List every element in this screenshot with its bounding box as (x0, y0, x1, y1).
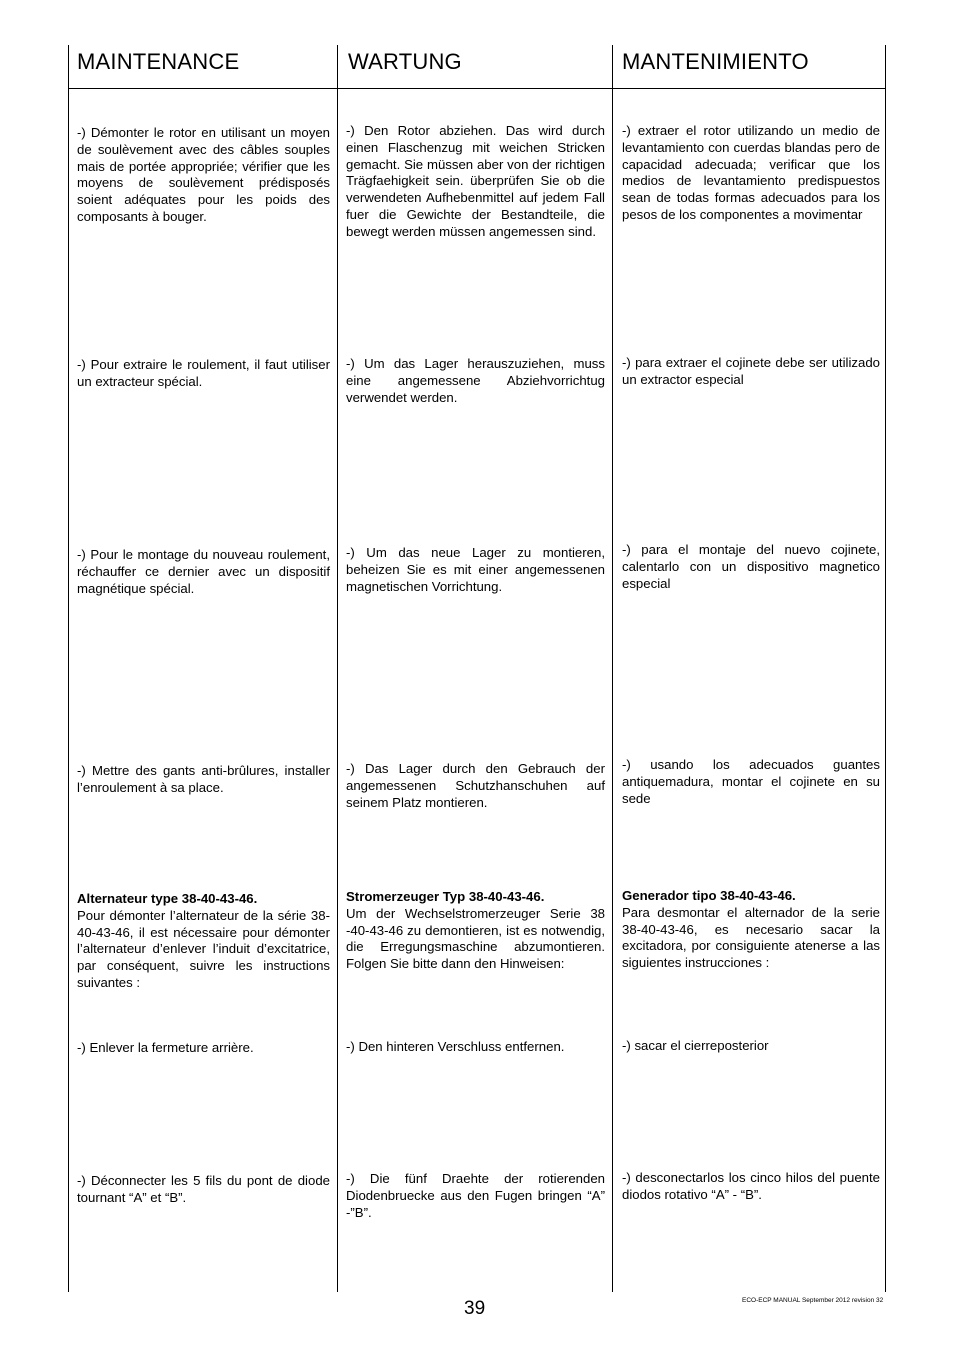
de-step-extract-bearing: -) Um das Lager herauszuziehen, muss eine angemessene Abziehvorrichtug verwendet werden. (346, 356, 605, 405)
de-step-rear-cover: -) Den hinteren Verschluss entfernen. (346, 1039, 565, 1054)
es-step-install: -) usando los adecuados guantes antiquemadura, montar el cojinete en su sede (622, 757, 880, 806)
header-rule (68, 88, 886, 89)
column-divider-right (885, 45, 886, 1292)
column-divider-left (68, 45, 69, 1292)
es-alternator-title: Generador tipo 38-40-43-46. (622, 888, 796, 903)
header-french: MAINTENANCE (77, 49, 240, 74)
es-alternator-text: Para desmontar el alternador de la serie 38-40-43-46, es necesario sacar la excitadora, por consiguiente atenerse a las siguientes instrucciones : (622, 904, 880, 971)
es-step-disconnect: -) desconectarlos los cinco hilos del puente diodos rotativo “A” - “B”. (622, 1170, 880, 1202)
header-german: WARTUNG (348, 49, 462, 74)
de-alternator-title: Stromerzeuger Typ 38-40-43-46. (346, 889, 545, 904)
fr-alternator-text: Pour démonter l’alternateur de la série 38-40-43-46, il est nécessaire pour démonter l’alternateur d’enlever l’induit d’excitatrice, par conséquent, suivre les instructions suivantes : (77, 907, 330, 990)
es-step-rotor: -) extraer el rotor utilizando un medio de levantamiento con cuerdas blandas pero de capacidad adecuada; verificar que los medios de levantamiento predispuestos sean de todas formas adecuados para los pesos de los componentes a movimentar (622, 123, 880, 222)
de-step-install: -) Das Lager durch den Gebrauch der angemessenen Schutzhanschuhen auf seinem Platz montieren. (346, 761, 605, 810)
es-alternator-section (622, 888, 880, 972)
fr-alternator-title: Alternateur type 38-40-43-46. (77, 891, 258, 906)
page-number: 39 (464, 1298, 486, 1319)
de-alternator-section (346, 889, 605, 973)
document-footer: ECO-ECP MANUAL September 2012 revision 32 (742, 1297, 884, 1304)
fr-step-rear-cover: -) Enlever la fermeture arrière. (77, 1040, 254, 1055)
fr-alternator-section (77, 891, 330, 992)
fr-step-extract-bearing: -) Pour extraire le roulement, il faut utiliser un extracteur spécial. (77, 357, 330, 389)
fr-step-install: -) Mettre des gants anti-brûlures, installer l’enroulement à sa place. (77, 763, 330, 795)
column-divider-2 (612, 45, 613, 1292)
es-step-extract-bearing: -) para extraer el cojinete debe ser utilizado un extractor especial (622, 355, 880, 387)
de-step-heat-bearing (346, 545, 605, 595)
es-step-heat-bearing: -) para el montaje del nuevo cojinete, calentarlo con un dispositivo magnetico especial (622, 542, 880, 591)
header-spanish: MANTENIMIENTO (622, 49, 809, 74)
de-step-heat-bearing-text: -) Um das neue Lager zu montieren, beheizen Sie es mit einer angemessenen magnetischen Vorrichtung. (346, 545, 605, 594)
de-step-rotor: -) Den Rotor abziehen. Das wird durch einen Flaschenzug mit weichen Stricken gemacht. Sie müssen aber von der richtigen Trägfaehigkeit sein. überprüfen Sie ob die verwendeten Aufhebenmittel auf jedem Fall fuer die Gewichte der Bestandteile, die bewegt werden müssen angemessen sind. (346, 123, 605, 239)
fr-step-disconnect: -) Déconnecter les 5 fils du pont de diode tournant “A” et “B”. (77, 1173, 330, 1205)
es-step-rear-cover: -) sacar el cierreposterior (622, 1038, 769, 1053)
fr-step-heat-bearing: -) Pour le montage du nouveau roulement, réchauffer ce dernier avec un dispositif magnétique spécial. (77, 547, 330, 596)
de-alternator-text: Um der Wechselstromerzeuger Serie 38 -40-43-46 zu demontieren, ist es notwendig, die Erregungsmaschine abzumontieren. Folgen Sie bitte dann den Hinweisen: (346, 905, 605, 972)
de-step-disconnect: -) Die fünf Draehte der rotierenden Diodenbruecke aus den Fugen bringen “A” -”B”. (346, 1171, 605, 1220)
fr-step-rotor: -) Démonter le rotor en utilisant un moyen de soulèvement avec des câbles souples mais de portée appropriée; vérifier que les moyens de soulèvement prédisposés soient adéquates pour les poids des composants à bouger. (77, 125, 330, 224)
column-divider-1 (337, 45, 338, 1292)
